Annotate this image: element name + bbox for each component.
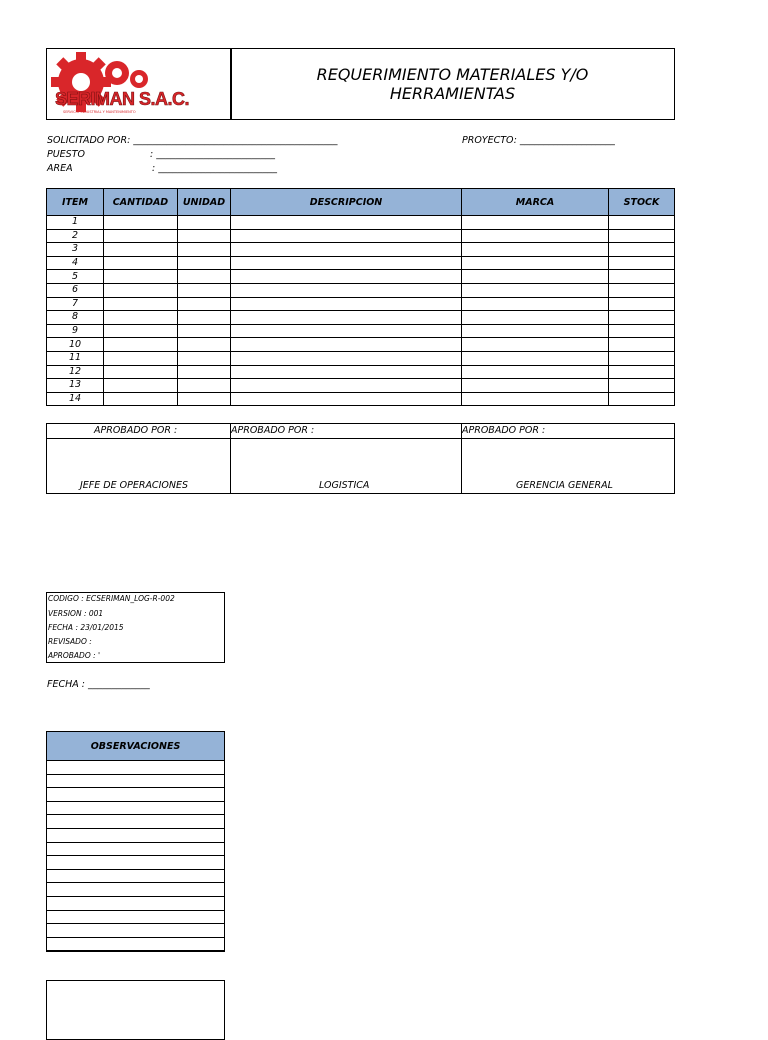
item-cell[interactable] [231,392,462,406]
item-number: 6 [47,283,104,297]
item-cell[interactable] [462,365,609,379]
item-cell[interactable] [231,379,462,393]
observation-row[interactable] [47,870,224,884]
item-cell[interactable] [462,311,609,325]
item-cell[interactable] [231,297,462,311]
item-cell[interactable] [609,351,675,365]
item-cell[interactable] [462,256,609,270]
table-row [47,216,675,230]
table-row [47,379,675,393]
item-number: 2 [47,229,104,243]
item-cell[interactable] [178,379,231,393]
table-row [47,365,675,379]
item-cell[interactable] [462,379,609,393]
observation-row[interactable] [47,856,224,870]
col-header-stock: STOCK [609,189,675,216]
item-cell[interactable] [609,216,675,230]
doc-fecha: FECHA : 23/01/2015 [48,623,124,632]
item-cell[interactable] [178,229,231,243]
table-row [47,270,675,284]
approval-section [46,423,675,494]
item-number: 14 [47,392,104,406]
observation-row[interactable] [47,815,224,829]
col-header-marca: MARCA [462,189,609,216]
table-header-row [47,189,675,216]
item-cell[interactable] [104,297,178,311]
col-header-unidad: UNIDAD [178,189,231,216]
item-cell[interactable] [462,392,609,406]
observation-row[interactable] [47,775,224,789]
item-number: 4 [47,256,104,270]
area-label: AREA [47,163,73,174]
item-cell[interactable] [104,324,178,338]
logo-subtext: SERVICIO INDUSTRIAL Y MANTENIMIENTO [63,110,136,114]
observation-row[interactable] [47,761,224,775]
item-number: 11 [47,351,104,365]
item-cell[interactable] [178,256,231,270]
item-cell[interactable] [178,297,231,311]
item-number: 1 [47,216,104,230]
item-number: 8 [47,311,104,325]
item-cell[interactable] [231,351,462,365]
observaciones-box [46,731,225,952]
item-cell[interactable] [178,392,231,406]
item-number: 5 [47,270,104,284]
item-cell[interactable] [231,216,462,230]
table-row [47,392,675,406]
item-cell[interactable] [231,324,462,338]
item-cell[interactable] [178,216,231,230]
item-cell[interactable] [231,229,462,243]
item-number: 3 [47,243,104,257]
puesto-label: PUESTO [47,149,85,160]
item-cell[interactable] [104,311,178,325]
item-cell[interactable] [104,392,178,406]
item-cell[interactable] [178,351,231,365]
item-number: 9 [47,324,104,338]
item-cell[interactable] [231,365,462,379]
company-logo [47,49,231,119]
item-cell[interactable] [462,297,609,311]
item-cell[interactable] [231,311,462,325]
item-cell[interactable] [104,283,178,297]
observation-row[interactable] [47,788,224,802]
observation-row[interactable] [47,924,224,938]
approval-header-2: APROBADO POR : [231,425,315,436]
item-cell[interactable] [609,365,675,379]
item-cell[interactable] [178,270,231,284]
table-row [47,338,675,352]
table-row [47,256,675,270]
item-cell[interactable] [609,311,675,325]
item-cell[interactable] [178,365,231,379]
item-cell[interactable] [462,324,609,338]
item-cell[interactable] [231,270,462,284]
item-cell[interactable] [231,338,462,352]
solicitado-field[interactable]: SOLICITADO POR: ___________________________________________ [47,135,338,146]
item-cell[interactable] [104,216,178,230]
doc-aprobado: APROBADO : ' [48,651,101,660]
item-cell[interactable] [462,243,609,257]
col-header-item: ITEM [47,189,104,216]
item-number: 10 [47,338,104,352]
item-cell[interactable] [231,256,462,270]
item-cell[interactable] [609,324,675,338]
fecha-field[interactable]: FECHA : _____________ [47,679,150,690]
item-cell[interactable] [609,270,675,284]
observation-row[interactable] [47,829,224,843]
item-cell[interactable] [609,256,675,270]
doc-version: VERSION : 001 [48,609,104,618]
item-cell[interactable] [178,338,231,352]
item-number: 13 [47,379,104,393]
item-number: 7 [47,297,104,311]
item-cell[interactable] [178,243,231,257]
item-cell[interactable] [609,392,675,406]
observation-row[interactable] [47,938,224,952]
item-cell[interactable] [178,311,231,325]
table-row [47,351,675,365]
logo-text: SERIMAN S.A.C. [55,89,190,109]
col-header-descripcion: DESCRIPCION [231,189,462,216]
table-row [47,297,675,311]
approval-role-1: JEFE DE OPERACIONES [80,480,188,491]
item-cell[interactable] [609,283,675,297]
item-cell[interactable] [462,338,609,352]
observation-row[interactable] [47,883,224,897]
puesto-field[interactable]: : _________________________ [150,149,275,160]
item-cell[interactable] [104,365,178,379]
item-number: 12 [47,365,104,379]
document-info-box [46,592,225,663]
table-row [47,283,675,297]
item-cell[interactable] [104,379,178,393]
page-title: REQUERIMIENTO MATERIALES Y/O HERRAMIENTAS [316,65,589,103]
col-header-cantidad: CANTIDAD [104,189,178,216]
approval-header-3: APROBADO POR : [462,425,546,436]
item-cell[interactable] [462,229,609,243]
approval-role-3: GERENCIA GENERAL [516,480,613,491]
approval-role-2: LOGISTICA [319,480,370,491]
item-cell[interactable] [462,216,609,230]
observation-row[interactable] [47,843,224,857]
doc-codigo: CODIGO : ECSERIMAN_LOG-R-002 [48,594,175,603]
item-cell[interactable] [178,324,231,338]
approval-header-1: APROBADO POR : [94,425,178,436]
table-row [47,229,675,243]
item-cell[interactable] [462,351,609,365]
item-cell[interactable] [609,229,675,243]
item-cell[interactable] [231,283,462,297]
table-row [47,311,675,325]
observation-row[interactable] [47,802,224,816]
item-cell[interactable] [462,283,609,297]
item-cell[interactable] [104,256,178,270]
observation-row[interactable] [47,911,224,925]
item-cell[interactable] [462,270,609,284]
signature-box [46,980,225,1040]
item-cell[interactable] [104,338,178,352]
proyecto-field[interactable]: PROYECTO: ____________________ [462,135,615,146]
table-row [47,243,675,257]
item-cell[interactable] [609,297,675,311]
item-cell[interactable] [609,379,675,393]
item-cell[interactable] [104,270,178,284]
item-cell[interactable] [104,351,178,365]
observation-row[interactable] [47,897,224,911]
item-cell[interactable] [609,338,675,352]
item-cell[interactable] [609,243,675,257]
area-field[interactable]: : _________________________ [152,163,277,174]
item-cell[interactable] [178,283,231,297]
item-cell[interactable] [104,243,178,257]
observaciones-header: OBSERVACIONES [47,732,224,761]
items-table [46,188,675,406]
table-row [47,324,675,338]
doc-revisado: REVISADO : [48,637,92,646]
item-cell[interactable] [104,229,178,243]
item-cell[interactable] [231,243,462,257]
